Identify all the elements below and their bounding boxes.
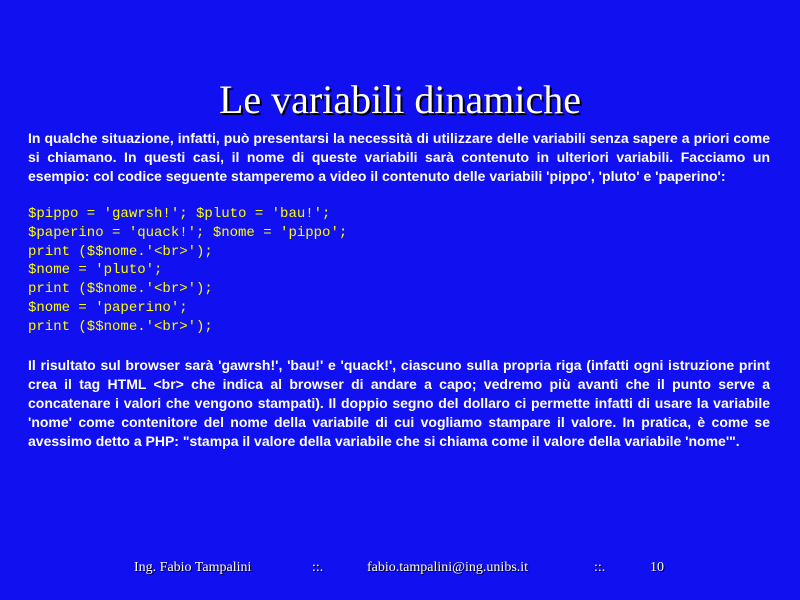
footer-separator: ::. [312,560,324,575]
code-block [28,205,770,337]
slide-content [28,129,770,451]
page-number: 10 [650,560,664,575]
code-line: $paperino = 'quack!'; $nome = 'pippo'; [28,224,348,241]
footer-author: Ing. Fabio Tampalini [134,560,252,575]
footer-email: fabio.tampalini@ing.unibs.it [367,560,529,575]
code-line: $pippo = 'gawrsh!'; $pluto = 'bau!'; [28,206,331,222]
slide-footer [0,560,800,580]
code-line: print ($$nome.'<br>'); [28,318,213,335]
intro-paragraph: In qualche situazione, infatti, può presentarsi la necessità di utilizzare delle variabili senza sapere a priori come si chiamano. In questi casi, il nome di queste variabili sarà contenuto in ulteriori variabili. Facciamo un esempio: col codice seguente stamperemo a video il contenuto delle variabili 'pippo', 'pluto' e 'paperino': [28,130,770,184]
code-line: $nome = 'paperino'; [28,299,188,316]
explanation-paragraph: Il risultato sul browser sarà 'gawrsh!', 'bau!' e 'quack!', ciascuno sulla propria riga (infatti ogni istruzione print crea il tag HTML <br> che indica al browser di andare a capo; vedremo più avanti che il punto serve a concatenare i valori che vengono stampati). Il doppio segno del dollaro ci permette infatti di usare la variabile 'nome' come contenitore del nome della variabile di cui vogliamo stampare il valore. In pratica, è come se avessimo detto a PHP: "stampa il valore della variabile che si chiama come il valore della variabile 'nome'". [28,356,770,449]
code-line: print ($$nome.'<br>'); [28,281,213,298]
code-line: print ($$nome.'<br>'); [28,243,213,260]
slide-title: Le variabili dinamiche [218,77,582,122]
footer-separator: ::. [594,560,606,575]
code-line: $nome = 'pluto'; [28,262,163,279]
